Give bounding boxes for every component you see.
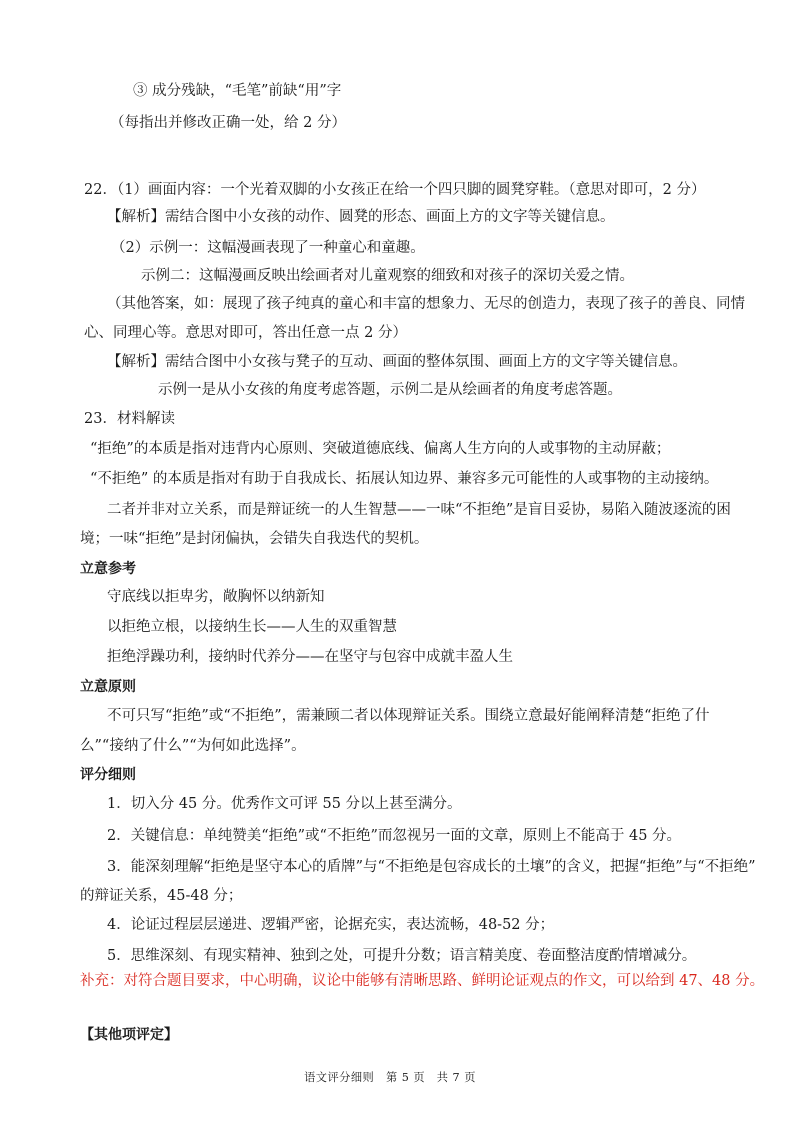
scoring-item-4: 4．论证过程层层递进、逻辑严密，论据充实，表达流畅，48-52 分； (107, 917, 555, 933)
question-22-part-2: （2）示例一：这幅漫画表现了一种童心和童趣。 (111, 240, 425, 256)
question-23-heading: 23．材料解读 (84, 411, 175, 427)
scoring-item-5: 5．思维深刻、有现实精神、独到之处，可提升分数；语言精美度、卷面整洁度酌情增减分。 (107, 948, 697, 964)
material-line-2: “不拒绝” 的本质是指对有助于自我成长、拓展认知边界、兼容多元可能性的人或事物的主动接纳。 (90, 471, 719, 487)
section-heading-principles: 立意原则 (80, 679, 136, 695)
supplement-note: 补充：对符合题目要求，中心明确，议论中能够有清晰思路、鲜明论证观点的作文，可以给到 47、48 分。 (80, 973, 765, 989)
answer-line-2: （每指出并修改正确一处，给 2 分） (110, 115, 346, 131)
answer-line-1: ③ 成分残缺，“毛笔”前缺“用”字 (133, 83, 342, 99)
section-heading-ideas: 立意参考 (80, 561, 136, 577)
material-line-3: 二者并非对立关系，而是辩证统一的人生智慧——一味“不拒绝”是盲目妥协，易陷入随波逐流的困 (107, 502, 731, 518)
idea-3: 拒绝浮躁功利，接纳时代养分——在坚守与包容中成就丰盈人生 (107, 649, 513, 665)
other-answers-line-1: （其他答案，如：展现了孩子纯真的童心和丰富的想象力、无尽的创造力，表现了孩子的善良、同情 (107, 296, 745, 312)
analysis-1: 【解析】需结合图中小女孩的动作、圆凳的形态、画面上方的文字等关键信息。 (107, 209, 615, 225)
idea-1: 守底线以拒卑劣，敞胸怀以纳新知 (107, 589, 325, 605)
example-2: 示例二：这幅漫画反映出绘画者对儿童观察的细致和对孩子的深切关爱之情。 (141, 268, 634, 284)
scoring-item-3-line-2: 的辩证关系，45-48 分； (80, 888, 243, 904)
example-note: 示例一是从小女孩的角度考虑答题，示例二是从绘画者的角度考虑答题。 (158, 382, 622, 398)
section-heading-scoring: 评分细则 (80, 767, 136, 783)
idea-2: 以拒绝立根，以接纳生长——人生的双重智慧 (107, 619, 397, 635)
material-line-1: “拒绝”的本质是指对违背内心原则、突破道德底线、偏离人生方向的人或事物的主动屏蔽； (90, 441, 671, 457)
other-answers-line-2: 心、同理心等。意思对即可，答出任意一点 2 分） (84, 325, 407, 341)
analysis-2: 【解析】需结合图中小女孩与凳子的互动、画面的整体氛围、画面上方的文字等关键信息。 (107, 354, 687, 370)
principle-line-1: 不可只写“拒绝”或“不拒绝”，需兼顾二者以体现辩证关系。围绕立意最好能阐释清楚“拒绝了什 (107, 708, 710, 724)
principle-line-2: 么”“接纳了什么”“为何如此选择”。 (80, 738, 306, 754)
scoring-item-1: 1．切入分 45 分。优秀作文可评 55 分以上甚至满分。 (107, 796, 462, 812)
scoring-item-2: 2．关键信息：单纯赞美“拒绝”或“不拒绝”而忽视另一面的文章，原则上不能高于 45 分。 (107, 828, 682, 844)
question-22-part-1: 22．（1）画面内容：一个光着双脚的小女孩正在给一个四只脚的圆凳穿鞋。（意思对即可，2 分） (84, 182, 706, 198)
scoring-item-3-line-1: 3．能深刻理解“拒绝是坚守本心的盾牌”与“不拒绝是包容成长的土壤”的含义，把握“拒绝”与“不拒绝” (107, 859, 756, 875)
material-line-4: 境；一味“拒绝”是封闭偏执，会错失自我迭代的契机。 (80, 531, 429, 547)
page-footer: 语文评分细则 第 5 页 共 7 页 (304, 1070, 476, 1084)
section-heading-other: 【其他项评定】 (80, 1027, 178, 1043)
